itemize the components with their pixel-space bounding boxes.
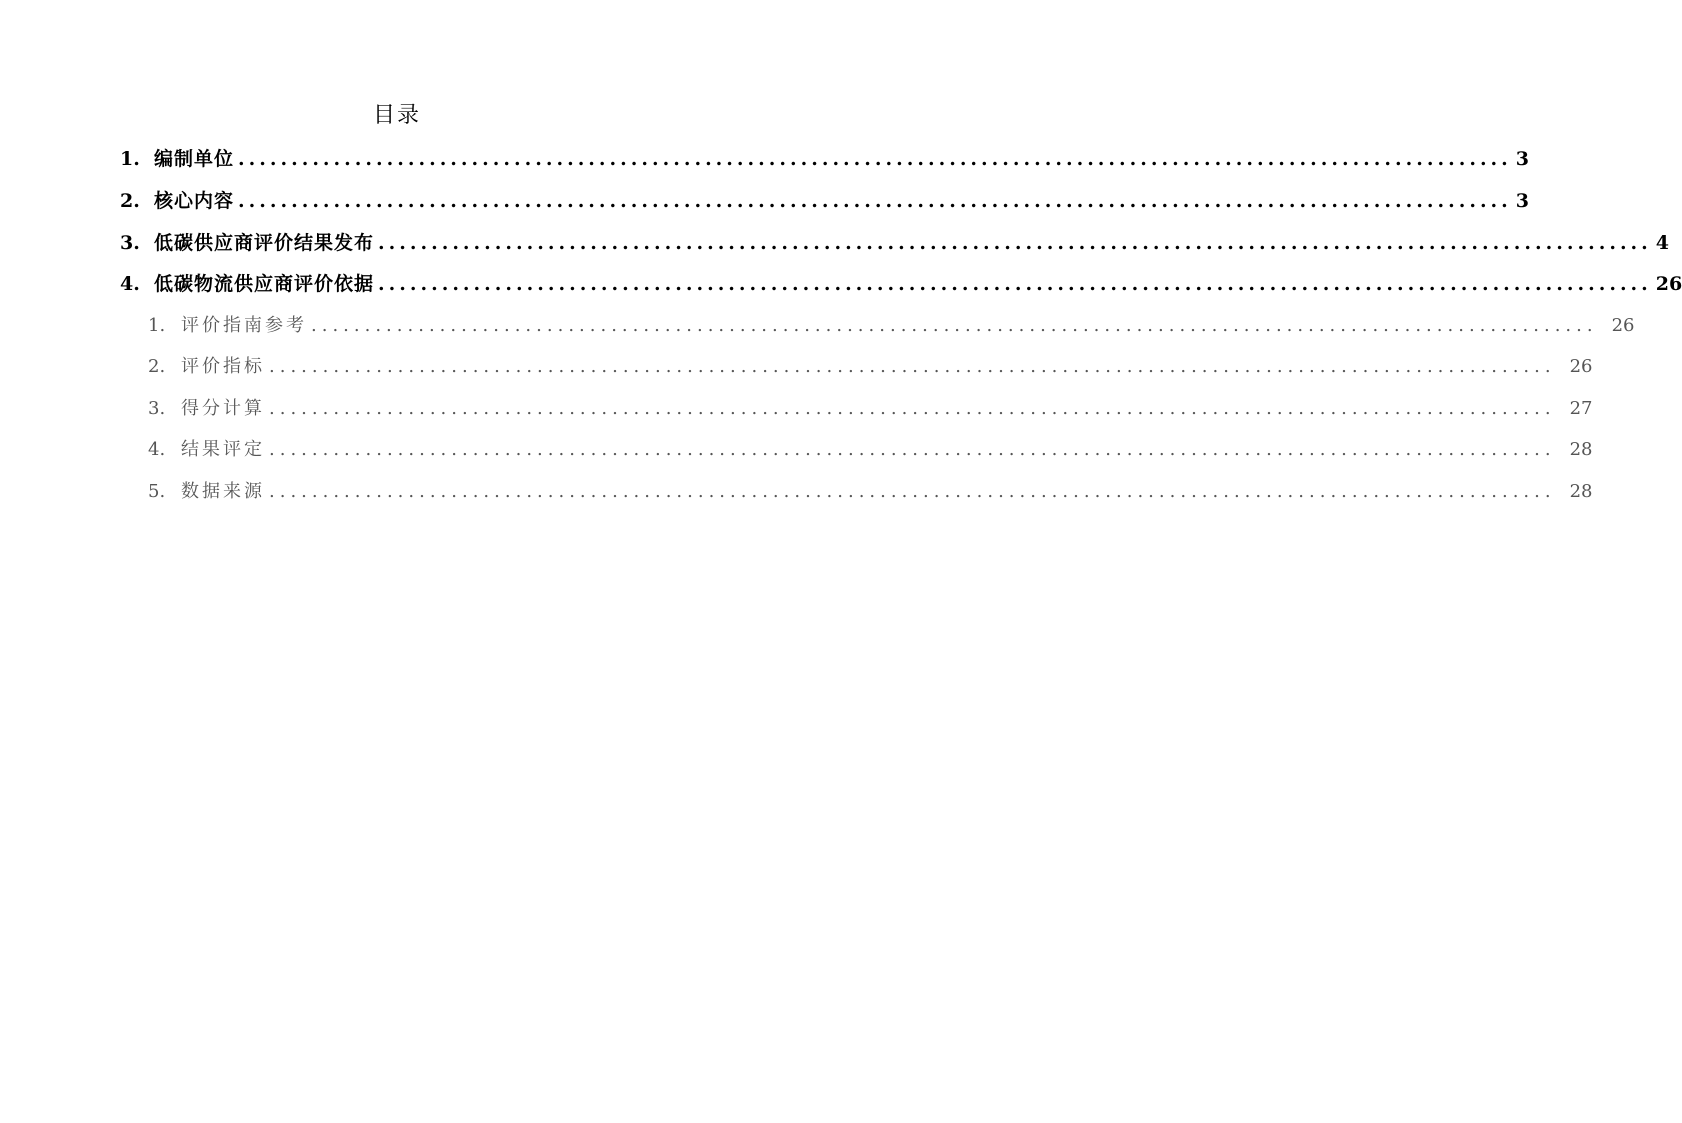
toc-subentry-number: 3.: [148, 398, 166, 419]
toc-entry-text: 低碳物流供应商评价依据: [154, 273, 375, 295]
toc-entry-number: 3.: [120, 232, 140, 254]
toc-subentry-text: 数据来源: [181, 481, 265, 502]
toc-title: 目录: [372, 103, 421, 128]
toc-entry-text: 核心内容: [154, 190, 235, 212]
toc-subentry-4[interactable]: [148, 436, 1593, 464]
toc-page-number: 4: [1655, 232, 1670, 254]
toc-page-number: 3: [1515, 190, 1530, 212]
toc-page-number: 3: [1515, 148, 1530, 170]
toc-subentry-number: 4.: [148, 439, 166, 460]
toc-entry-3[interactable]: [120, 229, 1670, 257]
toc-dot-leader: ........................................................................................................................: [269, 398, 1556, 419]
toc-dot-leader: ........................................................................................................................: [269, 439, 1556, 460]
toc-subentry-number: 5.: [148, 481, 166, 502]
toc-subentry-text: 评价指标: [181, 356, 265, 377]
toc-subentry-text: 评价指南参考: [181, 315, 307, 336]
toc-entry-number: 2.: [120, 190, 140, 212]
toc-subentry-1[interactable]: [148, 312, 1635, 340]
toc-dot-leader: ........................................................................................................................: [378, 232, 1652, 254]
toc-entry-text: 低碳供应商评价结果发布: [154, 232, 375, 254]
toc-dot-leader: ........................................................................................................................: [269, 356, 1556, 377]
toc-subentry-5[interactable]: [148, 478, 1593, 506]
toc-subentry-3[interactable]: [148, 395, 1593, 423]
toc-entry-4[interactable]: [120, 270, 1682, 298]
toc-page-number: 26: [1655, 273, 1682, 295]
toc-page-number: 26: [1611, 315, 1635, 336]
toc-entry-2[interactable]: [120, 187, 1530, 215]
toc-entry-1[interactable]: [120, 145, 1530, 173]
toc-entry-number: 4.: [120, 273, 140, 295]
toc-page-number: 27: [1569, 398, 1593, 419]
toc-dot-leader: ........................................................................................................................: [238, 190, 1512, 212]
toc-subentry-text: 得分计算: [181, 398, 265, 419]
toc-dot-leader: ........................................................................................................................: [378, 273, 1652, 295]
toc-page-number: 28: [1569, 439, 1593, 460]
toc-entry-number: 1.: [120, 148, 140, 170]
toc-dot-leader: ........................................................................................................................: [238, 148, 1512, 170]
toc-entry-text: 编制单位: [154, 148, 235, 170]
toc-page-number: 26: [1569, 356, 1593, 377]
toc-subentry-number: 1.: [148, 315, 166, 336]
toc-subentry-2[interactable]: [148, 353, 1593, 381]
toc-page-number: 28: [1569, 481, 1593, 502]
toc-dot-leader: ........................................................................................................................: [311, 315, 1598, 336]
toc-subentry-text: 结果评定: [181, 439, 265, 460]
toc-subentry-number: 2.: [148, 356, 166, 377]
toc-dot-leader: ........................................................................................................................: [269, 481, 1556, 502]
